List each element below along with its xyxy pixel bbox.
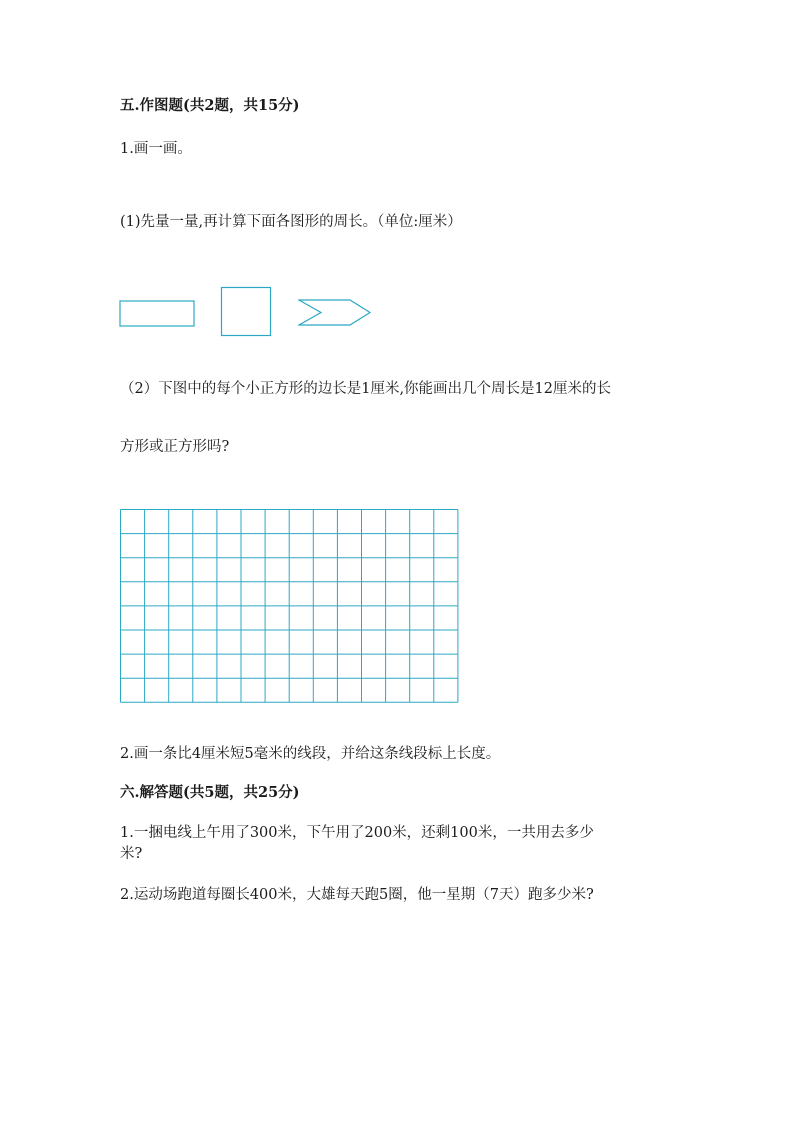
question-1-part-2-line-2: 方形或正方形吗? xyxy=(120,439,230,455)
square-figure xyxy=(220,286,273,338)
question-1-part-2-line-1: （2）下图中的每个小正方形的边长是1厘米,你能画出几个周长是12厘米的长 xyxy=(120,381,612,397)
arrow-figure xyxy=(298,299,373,327)
section-6-question-2-text: 2.运动场跑道每圈长400米，大雄每天跑5圈，他一星期（7天）跑多少米? xyxy=(120,887,594,903)
rectangle-figure xyxy=(119,300,197,328)
section-6-question-1-line-2: 米? xyxy=(120,846,143,862)
square-grid xyxy=(120,509,461,703)
question-1-part-1: (1)先量一量,再计算下面各图形的周长。（单位:厘米） xyxy=(120,214,462,230)
question-2-text: 2.画一条比4厘米短5毫米的线段，并给这条线段标上长度。 xyxy=(120,746,501,762)
section-6-question-1-line-1: 1.一捆电线上午用了300米，下午用了200米，还剩100米，一共用去多少 xyxy=(120,825,594,841)
section-6-heading: 六.解答题(共5题，共25分) xyxy=(120,784,300,801)
section-5-heading: 五.作图题(共2题，共15分) xyxy=(120,97,300,114)
question-1-title: 1.画一画。 xyxy=(120,141,192,157)
